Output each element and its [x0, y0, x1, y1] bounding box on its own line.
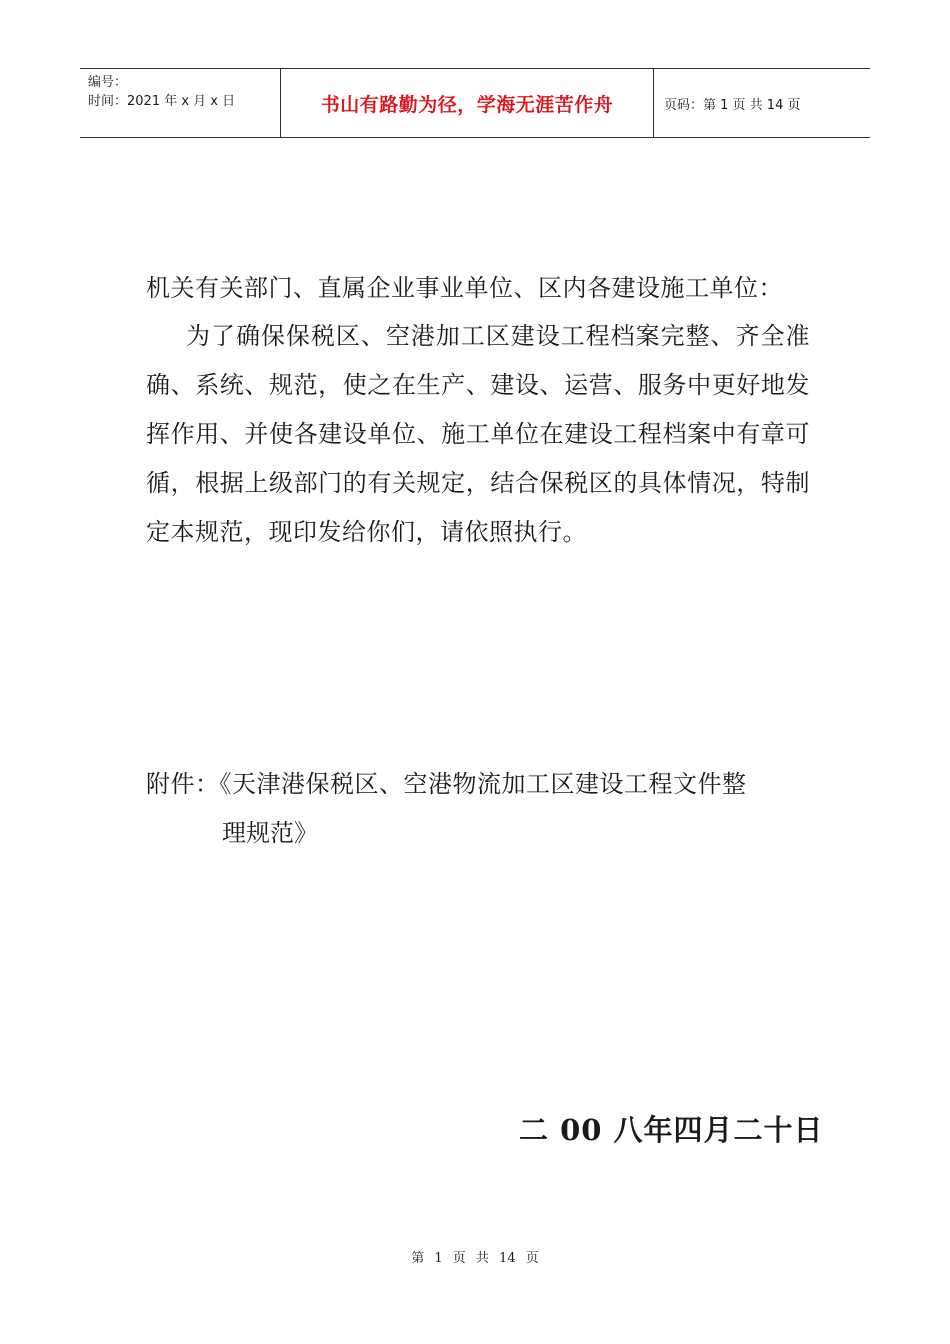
body-paragraph: 为了确保保税区、空港加工区建设工程档案完整、齐全准确、系统、规范，使之在生产、建设、运营、服务中更好地发挥作用、并使各建设单位、施工单位在建设工程档案中有章可循，根据上级部门的有关规定，结合保税区的具体情况，特制定本规范，现印发给你们，请依照执行。 — [146, 322, 810, 546]
header-meta-cell — [80, 69, 281, 137]
document-date: 二 00 八年四月二十日 — [519, 1113, 824, 1147]
header-page-cell — [654, 69, 870, 137]
header-motto-cell — [281, 69, 654, 137]
document-header — [80, 68, 870, 138]
salutation: 机关有关部门、直属企业事业单位、区内各建设施工单位： — [146, 274, 783, 302]
header-motto: 书山有路勤为径，学海无涯苦作舟 — [320, 93, 614, 116]
header-page-info: 页码：第 1 页 共 14 页 — [664, 97, 801, 113]
attachment-line-2: 理规范》 — [222, 819, 318, 847]
attachment-line-1: 附件：《天津港保税区、空港物流加工区建设工程文件整 — [146, 770, 747, 798]
page-footer: 第 1 页 共 14 页 — [411, 1251, 539, 1266]
header-number-label: 编号： — [88, 75, 128, 90]
header-time-label: 时间：2021 年 x 月 x 日 — [88, 94, 236, 109]
